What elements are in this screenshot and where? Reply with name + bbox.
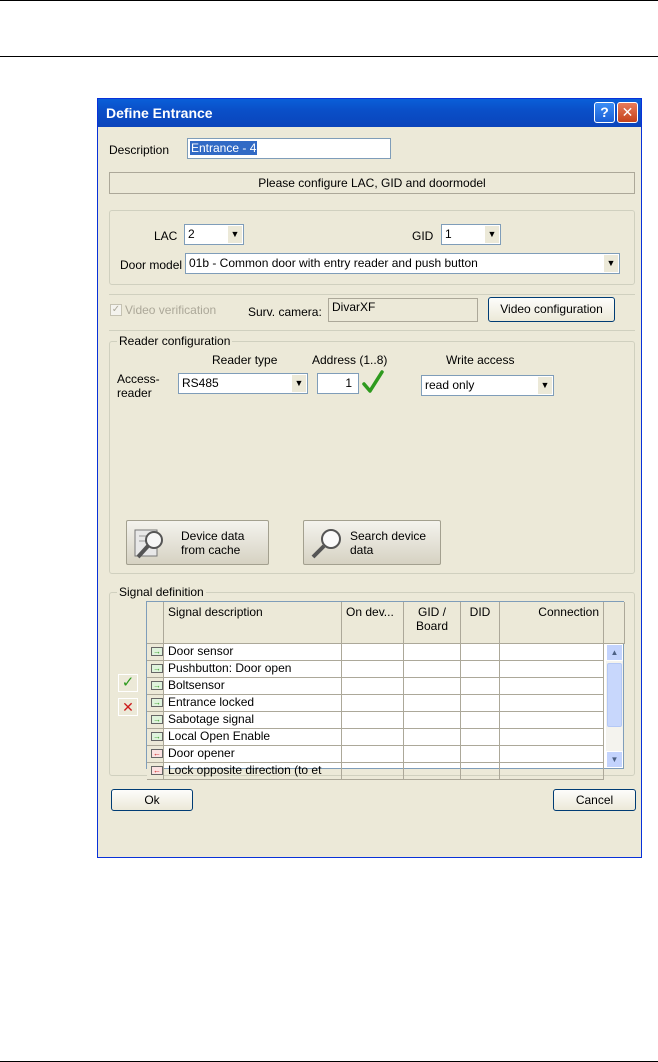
lac-select[interactable] bbox=[184, 224, 244, 245]
cache-button-line1: Device data bbox=[181, 529, 245, 543]
input-signal-icon: → bbox=[153, 681, 161, 690]
video-verification-label: Video verification bbox=[125, 303, 217, 317]
output-signal-icon: ← bbox=[153, 749, 161, 758]
on-device-cell[interactable] bbox=[342, 712, 404, 729]
on-device-cell[interactable] bbox=[342, 661, 404, 678]
connection-cell[interactable] bbox=[500, 763, 604, 780]
signal-description-cell[interactable]: Lock opposite direction (to et bbox=[164, 763, 342, 780]
search-button-line1: Search device bbox=[350, 529, 427, 543]
gid-board-cell[interactable] bbox=[404, 661, 461, 678]
table-row[interactable] bbox=[147, 746, 607, 762]
write-access-select[interactable] bbox=[421, 375, 554, 396]
col-did[interactable] bbox=[461, 602, 500, 644]
gid-board-cell[interactable] bbox=[404, 729, 461, 746]
connection-cell[interactable] bbox=[500, 729, 604, 746]
cancel-button[interactable] bbox=[553, 789, 636, 811]
magnifier-cache-icon bbox=[133, 526, 167, 560]
video-verification-checkbox[interactable]: ✓ bbox=[111, 304, 121, 315]
did-cell[interactable] bbox=[461, 695, 500, 712]
write-access-header: Write access bbox=[446, 353, 515, 367]
video-configuration-label: Video configuration bbox=[500, 302, 603, 316]
title-bar[interactable] bbox=[98, 99, 641, 127]
x-icon: ✕ bbox=[122, 699, 134, 715]
close-icon: ✕ bbox=[621, 104, 634, 120]
on-device-cell[interactable] bbox=[342, 763, 404, 780]
row-icon-cell bbox=[147, 678, 164, 695]
did-cell[interactable] bbox=[461, 661, 500, 678]
gid-board-cell[interactable] bbox=[404, 712, 461, 729]
description-label: Description bbox=[109, 143, 170, 157]
chevron-down-icon[interactable]: ▼ bbox=[291, 375, 306, 392]
on-device-cell[interactable] bbox=[342, 678, 404, 695]
col-connection[interactable] bbox=[500, 602, 604, 644]
did-cell[interactable] bbox=[461, 746, 500, 763]
col-gid-board[interactable] bbox=[404, 602, 461, 644]
did-cell[interactable] bbox=[461, 763, 500, 780]
chevron-down-icon[interactable]: ▼ bbox=[484, 226, 499, 243]
signal-description-cell[interactable]: Entrance locked bbox=[164, 695, 342, 712]
info-text: Please configure LAC, GID and doormodel bbox=[258, 176, 486, 190]
help-icon: ? bbox=[600, 104, 609, 120]
row-icon-cell bbox=[147, 712, 164, 729]
signal-definition-title: Signal definition bbox=[119, 585, 204, 599]
input-signal-icon: → bbox=[153, 647, 161, 656]
signal-description-cell[interactable]: Local Open Enable bbox=[164, 729, 342, 746]
table-row[interactable] bbox=[147, 695, 607, 711]
connection-cell[interactable] bbox=[500, 661, 604, 678]
help-button[interactable] bbox=[594, 102, 615, 123]
row-icon-cell bbox=[147, 746, 164, 763]
checkmark-icon: ✓ bbox=[121, 674, 135, 691]
gid-board-cell[interactable] bbox=[404, 763, 461, 780]
chevron-down-icon[interactable]: ▼ bbox=[537, 377, 552, 394]
on-device-cell[interactable] bbox=[342, 729, 404, 746]
gid-board-cell[interactable] bbox=[404, 678, 461, 695]
access-reader-label-line1: Access- bbox=[117, 372, 160, 386]
signal-description-cell[interactable]: Sabotage signal bbox=[164, 712, 342, 729]
define-entrance-dialog bbox=[97, 98, 642, 858]
did-cell[interactable] bbox=[461, 678, 500, 695]
page-header-rule bbox=[0, 56, 658, 57]
row-icon-cell bbox=[147, 763, 164, 780]
surv-camera-value: DivarXF bbox=[332, 300, 376, 314]
lac-value: 2 bbox=[188, 227, 195, 241]
connection-cell[interactable] bbox=[500, 746, 604, 763]
col-gid-board-label-1: GID / bbox=[417, 605, 446, 619]
signal-description-cell[interactable]: Boltsensor bbox=[164, 678, 342, 695]
col-on-device[interactable] bbox=[342, 602, 404, 644]
output-signal-icon: ← bbox=[153, 766, 161, 775]
page-top-rule bbox=[0, 0, 658, 1]
gid-board-cell[interactable] bbox=[404, 746, 461, 763]
reader-config-title: Reader configuration bbox=[119, 334, 231, 348]
row-icon-cell bbox=[147, 695, 164, 712]
table-row[interactable] bbox=[147, 661, 607, 677]
reader-type-header: Reader type bbox=[212, 353, 278, 367]
surv-camera-field bbox=[328, 298, 478, 322]
accept-signal-button[interactable] bbox=[118, 674, 138, 692]
col-on-device-label: On dev... bbox=[346, 605, 394, 619]
input-signal-icon: → bbox=[153, 664, 161, 673]
header-filler bbox=[604, 602, 625, 644]
valid-check-icon bbox=[361, 369, 385, 395]
vertical-scrollbar[interactable] bbox=[606, 644, 623, 768]
scroll-down-icon[interactable]: ▼ bbox=[606, 751, 623, 768]
surv-camera-label: Surv. camera: bbox=[248, 305, 322, 319]
row-icon-cell bbox=[147, 729, 164, 746]
ok-button[interactable] bbox=[111, 789, 193, 811]
col-signal-description-label: Signal description bbox=[168, 605, 263, 619]
description-value: Entrance - 4 bbox=[191, 141, 257, 155]
did-cell[interactable] bbox=[461, 644, 500, 661]
cache-button-line2: from cache bbox=[181, 543, 241, 557]
ok-label: Ok bbox=[144, 793, 160, 807]
table-row[interactable] bbox=[147, 644, 607, 660]
reader-type-value: RS485 bbox=[182, 376, 219, 390]
signal-description-cell[interactable]: Pushbutton: Door open bbox=[164, 661, 342, 678]
gid-board-cell[interactable] bbox=[404, 695, 461, 712]
gid-label: GID bbox=[412, 229, 434, 243]
table-row[interactable] bbox=[147, 763, 607, 779]
door-model-select[interactable] bbox=[185, 253, 620, 274]
device-data-from-cache-button[interactable] bbox=[126, 520, 269, 565]
scroll-up-icon[interactable]: ▲ bbox=[606, 644, 623, 661]
address-header: Address (1..8) bbox=[312, 353, 388, 367]
description-input[interactable] bbox=[187, 138, 391, 159]
reader-type-select[interactable] bbox=[178, 373, 308, 394]
chevron-down-icon[interactable]: ▼ bbox=[227, 226, 242, 243]
input-signal-icon: → bbox=[153, 698, 161, 707]
gid-select[interactable] bbox=[441, 224, 501, 245]
table-row[interactable] bbox=[147, 712, 607, 728]
chevron-down-icon[interactable]: ▼ bbox=[603, 255, 618, 272]
search-button-line2: data bbox=[350, 543, 374, 557]
door-model-label: Door model bbox=[120, 258, 183, 272]
magnifier-search-icon bbox=[310, 526, 344, 560]
video-configuration-button[interactable] bbox=[488, 297, 615, 322]
on-device-cell[interactable] bbox=[342, 695, 404, 712]
col-connection-label: Connection bbox=[538, 605, 599, 619]
row-header-column bbox=[147, 602, 164, 644]
connection-cell[interactable] bbox=[500, 695, 604, 712]
close-button[interactable] bbox=[617, 102, 638, 123]
gid-board-cell[interactable] bbox=[404, 644, 461, 661]
connection-cell[interactable] bbox=[500, 644, 604, 661]
connection-cell[interactable] bbox=[500, 678, 604, 695]
scroll-thumb[interactable] bbox=[607, 663, 622, 727]
table-row[interactable] bbox=[147, 729, 607, 745]
window-title: Define Entrance bbox=[106, 105, 213, 121]
col-signal-description[interactable] bbox=[164, 602, 342, 644]
lac-label: LAC bbox=[154, 229, 178, 243]
cancel-label: Cancel bbox=[575, 793, 614, 807]
did-cell[interactable] bbox=[461, 729, 500, 746]
signal-description-cell[interactable]: Door sensor bbox=[164, 644, 342, 661]
address-input[interactable] bbox=[317, 373, 359, 394]
connection-cell[interactable] bbox=[500, 712, 604, 729]
address-value: 1 bbox=[345, 376, 352, 390]
on-device-cell[interactable] bbox=[342, 644, 404, 661]
col-gid-board-label-2: Board bbox=[415, 619, 449, 633]
info-banner bbox=[109, 172, 635, 194]
input-signal-icon: → bbox=[153, 732, 161, 741]
access-reader-label-line2: reader bbox=[117, 386, 152, 400]
write-access-value: read only bbox=[425, 378, 475, 392]
input-signal-icon: → bbox=[153, 715, 161, 724]
table-row[interactable] bbox=[147, 678, 607, 694]
gid-value: 1 bbox=[445, 227, 452, 241]
on-device-cell[interactable] bbox=[342, 746, 404, 763]
door-model-value: 01b - Common door with entry reader and push button bbox=[189, 256, 478, 270]
did-cell[interactable] bbox=[461, 712, 500, 729]
reject-signal-button[interactable] bbox=[118, 698, 138, 716]
signal-description-cell[interactable]: Door opener bbox=[164, 746, 342, 763]
search-device-data-button[interactable] bbox=[303, 520, 441, 565]
row-icon-cell bbox=[147, 661, 164, 678]
signal-table bbox=[146, 601, 624, 777]
row-icon-cell bbox=[147, 644, 164, 661]
col-did-label: DID bbox=[469, 605, 491, 619]
